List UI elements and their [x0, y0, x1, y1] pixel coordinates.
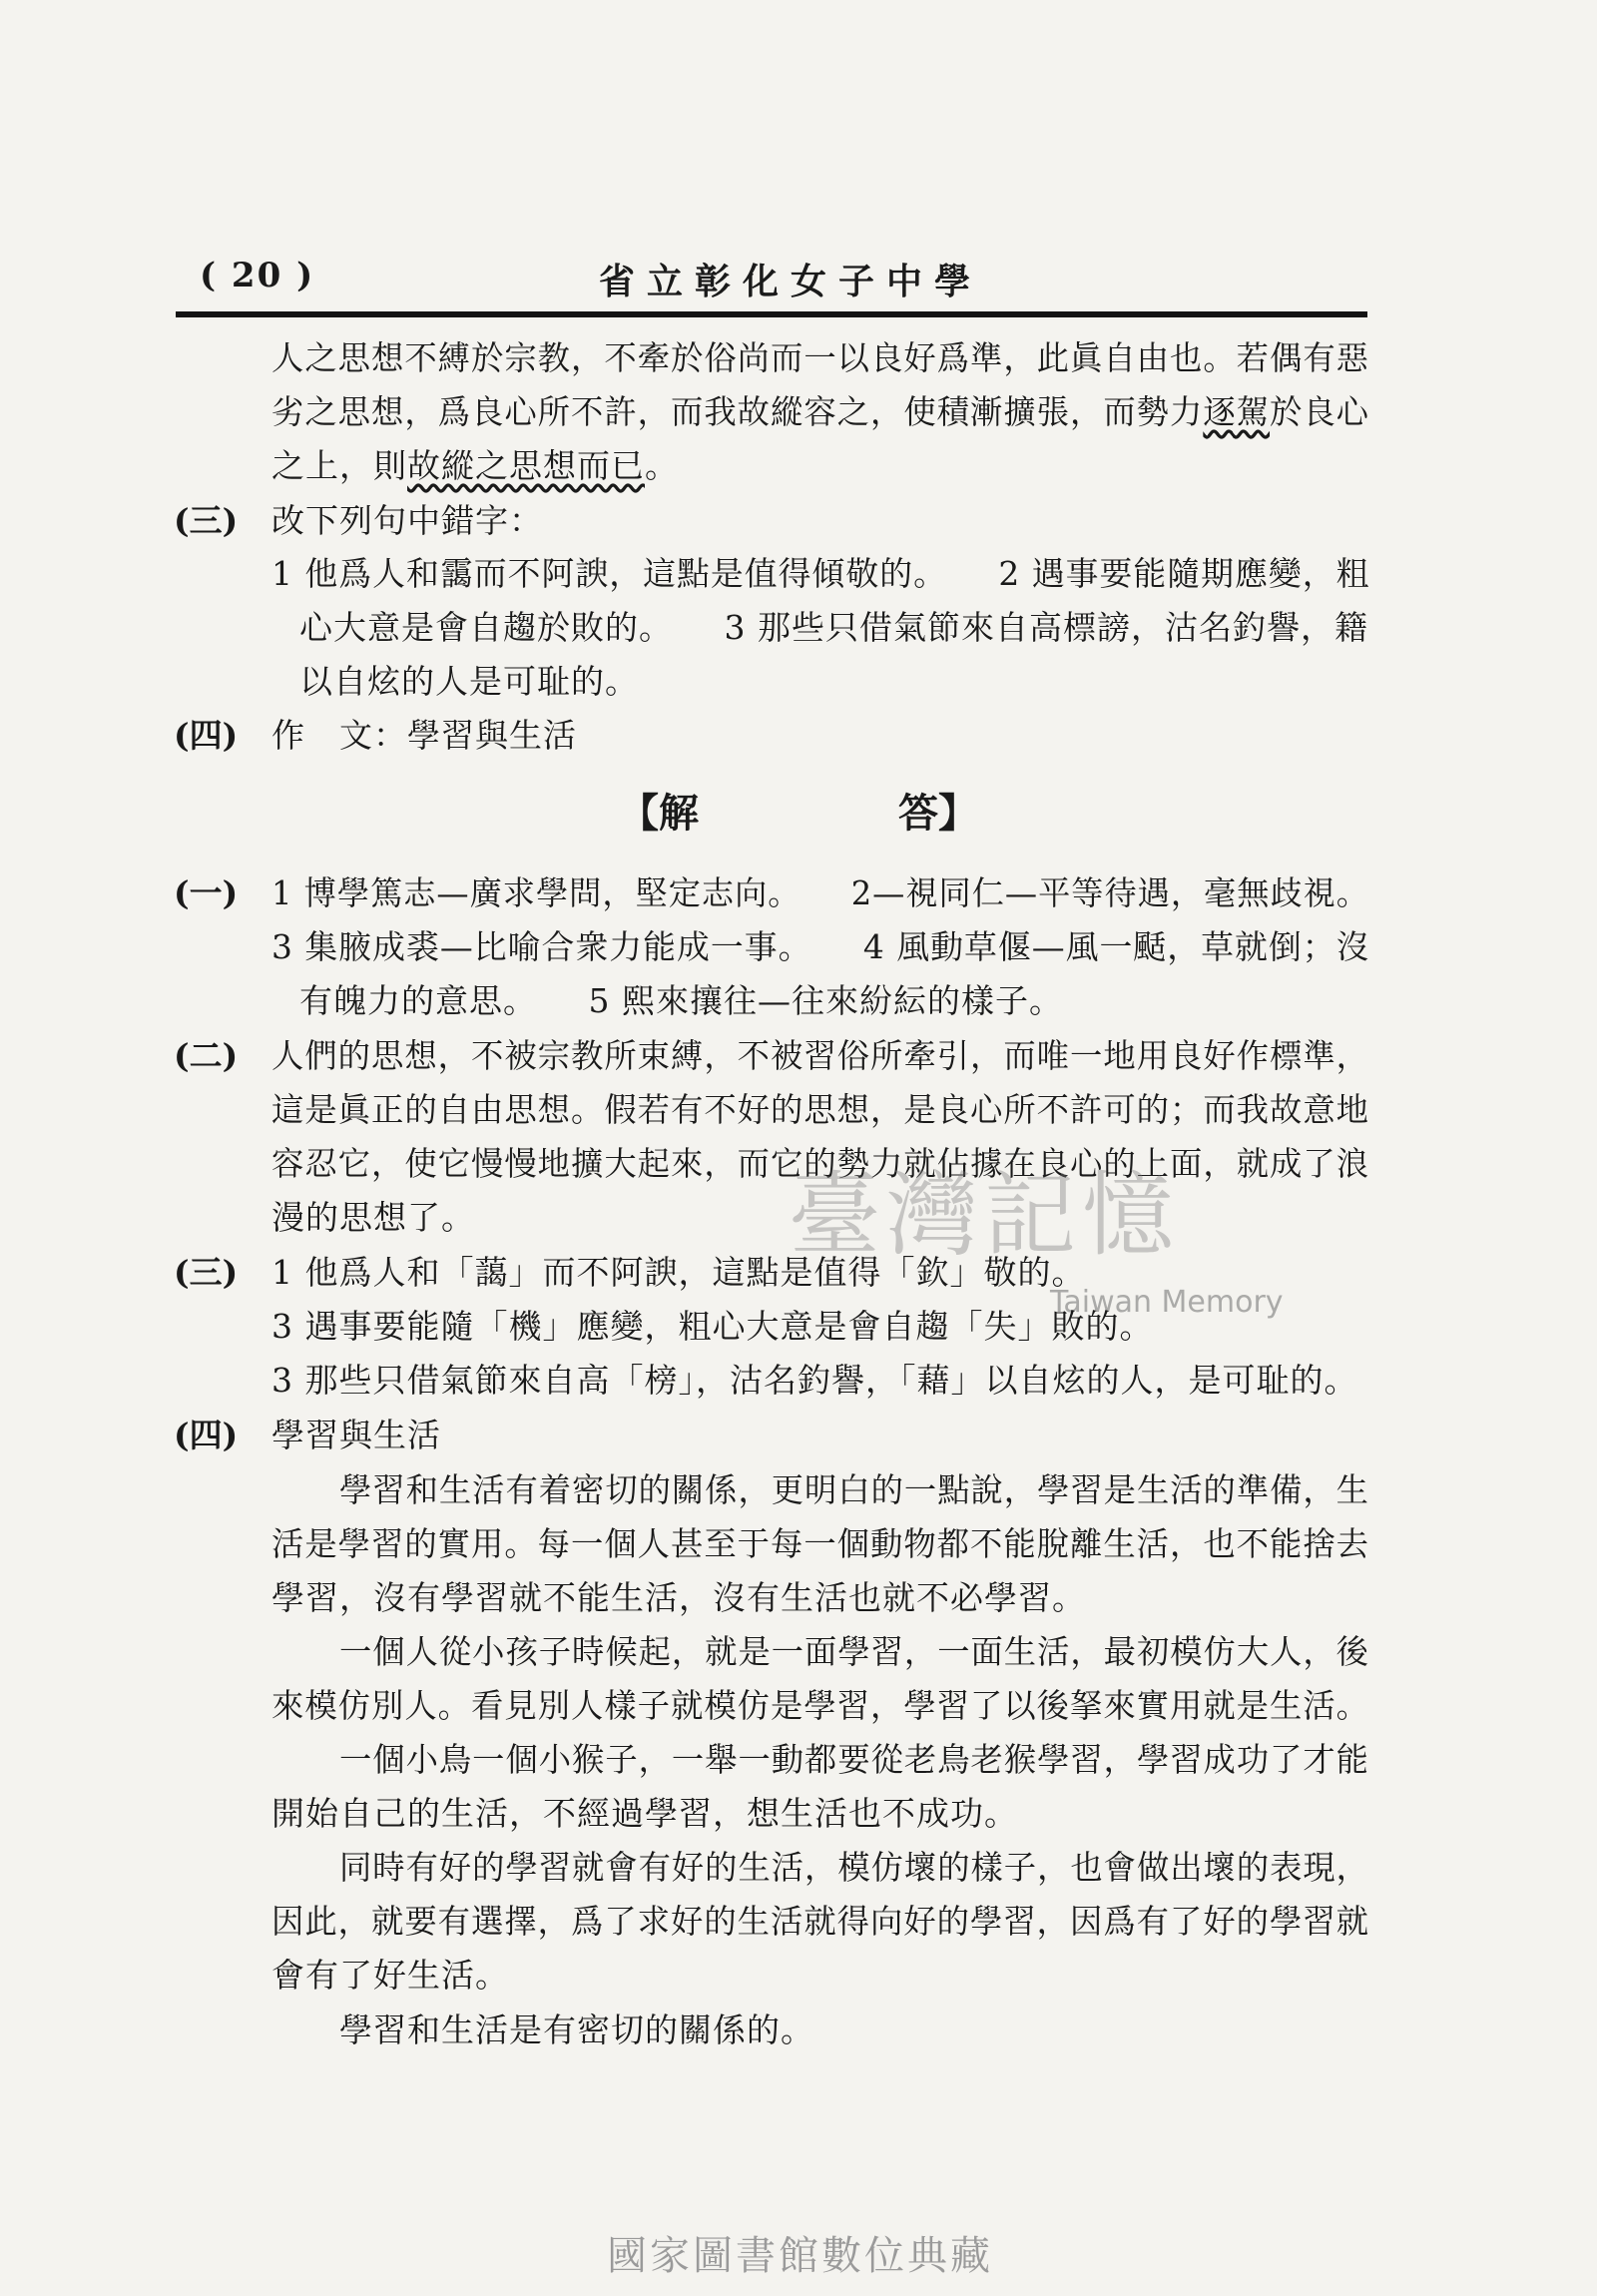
answer-3-line-2: 3 遇事要能隨「機」應變，粗心大意是會自趨「失」敗的。: [271, 1307, 1154, 1346]
answer-3-line-3: 3 那些只借氣節來自高「榜」，沽名釣譽，「藉」以自炫的人，是可耻的。: [271, 1361, 1358, 1400]
footer-library-credit: 國家圖書館數位典藏: [607, 2233, 993, 2279]
essay-line-1: 學習和生活有着密切的關係，更明白的一點說，學習是生活的準備，生: [339, 1470, 1369, 1509]
passage-line-2: [271, 392, 1370, 431]
passage-line-3-text: 之上，則: [271, 446, 407, 485]
answer-3-line-1: 1 他爲人和「藹」而不阿諛，這點是值得「欽」敬的。: [271, 1253, 1086, 1292]
answer-1-label: (一): [174, 873, 239, 912]
school-name-header: 省立彰化女子中學: [599, 261, 983, 302]
essay-line-7: 開始自己的生活，不經過學習，想生活也不成功。: [271, 1794, 1018, 1833]
question-3-line-1: 1 他爲人和靄而不阿諛，這點是值得傾敬的。 2 遇事要能隨期應變，粗: [271, 554, 1370, 593]
answer-1-line-2: 3 集腋成裘—比喻合衆力能成一事。 4 風動草偃—風一颳，草就倒；沒: [271, 927, 1370, 966]
passage-wavy-word: 逐駕: [1203, 392, 1271, 431]
question-3-prompt: 改下列句中錯字：: [271, 501, 543, 540]
question-4-text: 作 文：學習與生活: [271, 716, 577, 755]
answer-3-label: (三): [174, 1253, 239, 1292]
watermark-taiwan-memory-text: Taiwan Memory: [1050, 1285, 1284, 1320]
watermark-taiwan-memory-logo: 臺灣記憶: [789, 1162, 1181, 1269]
passage-line-3: [271, 446, 679, 485]
passage-line-2-end: 於良心: [1270, 392, 1370, 431]
essay-line-9: 因此，就要有選擇，爲了求好的生活就得向好的學習，因爲有了好的學習就: [271, 1902, 1370, 1941]
header-rule: [176, 311, 1367, 317]
essay-line-8: 同時有好的學習就會有好的生活，模仿壞的樣子，也會做出壞的表現，: [339, 1848, 1369, 1887]
question-4-label: (四): [174, 716, 239, 755]
answer-2-line-4: 漫的思想了。: [271, 1198, 475, 1237]
answer-2-line-1: 人們的思想，不被宗教所束縛，不被習俗所牽引，而唯一地用良好作標準，: [271, 1036, 1370, 1075]
question-3-line-2: 心大意是會自趨於敗的。 3 那些只借氣節來自高標謗，沽名釣譽，籍: [299, 608, 1368, 647]
essay-line-2: 活是學習的實用。每一個人甚至于每一個動物都不能脫離生活，也不能捨去: [271, 1524, 1370, 1563]
passage-wavy-phrase: 故縱之思想而已: [407, 446, 645, 485]
question-3-label: (三): [174, 501, 239, 540]
essay-line-4: 一個人從小孩子時候起，就是一面學習，一面生活，最初模仿大人，後: [339, 1632, 1369, 1671]
question-3-line-3: 以自炫的人是可耻的。: [299, 662, 639, 701]
answer-1-line-3: 有魄力的意思。 5 熙來攘往—往來紛紜的樣子。: [299, 981, 1063, 1020]
answer-1-line-1: 1 博學篤志—廣求學問，堅定志向。 2—視同仁—平等待遇，毫無歧視。: [271, 873, 1369, 912]
answer-2-line-2: 這是眞正的自由思想。假若有不好的思想，是良心所不許可的；而我故意地: [271, 1090, 1370, 1129]
solutions-title: [619, 790, 978, 837]
answer-2-line-3: 容忍它，使它慢慢地擴大起來，而它的勢力就佔據在良心的上面，就成了浪: [271, 1144, 1370, 1183]
essay-line-5: 來模仿別人。看見別人樣子就模仿是學習，學習了以後拏來實用就是生活。: [271, 1686, 1370, 1725]
passage-line-2-text: 劣之思想，爲良心所不許，而我故縱容之，使積漸擴張，而勢力: [271, 392, 1204, 431]
passage-line-1: 人之思想不縛於宗教，不牽於俗尚而一以良好爲準，此眞自由也。若偶有惡: [271, 338, 1370, 377]
answer-2-label: (二): [174, 1036, 239, 1075]
solutions-title-right: 答】: [898, 790, 978, 837]
essay-line-10: 會有了好生活。: [271, 1956, 509, 1995]
essay-title: 學習與生活: [271, 1416, 441, 1454]
essay-line-6: 一個小鳥一個小猴子，一舉一動都要從老鳥老猴學習，學習成功了才能: [339, 1740, 1369, 1779]
answer-4-label: (四): [174, 1416, 239, 1454]
essay-line-11: 學習和生活是有密切的關係的。: [339, 2010, 814, 2049]
solutions-title-left: 【解: [619, 790, 699, 837]
essay-line-3: 學習，沒有學習就不能生活，沒有生活也就不必學習。: [271, 1578, 1086, 1617]
passage-line-3-end: 。: [645, 446, 679, 485]
page-number: ( 20 ): [200, 256, 315, 295]
